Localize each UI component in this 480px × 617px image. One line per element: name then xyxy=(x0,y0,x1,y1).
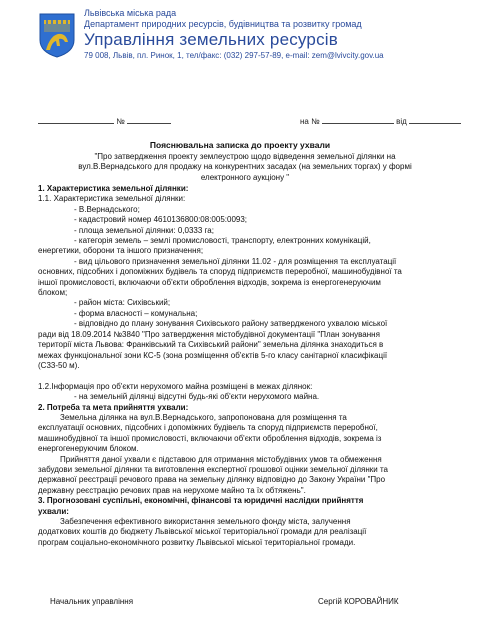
incoming-date-label: від xyxy=(396,117,407,126)
body-line: - на земельній ділянці відсутні будь-які об'єкти нерухомого майна. xyxy=(74,392,320,402)
body-line: Забезпечення ефективного використання земельного фонду міста, залучення xyxy=(60,517,351,526)
body-line: - район міста: Сихівський; xyxy=(74,298,171,308)
office-title: Управління земельних ресурсів xyxy=(84,30,338,49)
body-line: Прийняття даної ухвали є підставою для отримання містобудівних умов та обмеження xyxy=(60,454,382,464)
section-heading: 3. Прогнозовані суспільні, економічні, фінансові та юридичні наслідки прийняття xyxy=(38,496,364,506)
office-address: 79 008, Львів, пл. Ринок, 1, тел/факс: (032) 297-57-89, e-mail: zem@lvivcity.gov.ua xyxy=(84,51,384,60)
body-line: - відповідно до плану зонування Сихівського району затвердженого ухвалою міської xyxy=(74,319,388,329)
section-heading: 2. Потреба та мета прийняття ухвали: xyxy=(38,402,189,412)
body-line: (С33-50 м). xyxy=(38,360,80,370)
body-line: машинобудівної та іншої промисловості, включаючи об'єкти оброблення відходів, зокрема із xyxy=(38,433,382,443)
body-line: експлуатації основних, підсобних і допоміжних будівель та споруд підприємств переробної, xyxy=(38,423,378,433)
section-heading: ухвали: xyxy=(38,506,69,516)
body-line: державної реєстрації речового права на земельну ділянку відповідно до Закону України "Про xyxy=(38,475,386,485)
incoming-date-blank xyxy=(409,115,461,124)
letterhead-text xyxy=(84,8,464,61)
body-line: основних, підсобних і допоміжних будівель та споруд підприємств переробної, машинобудівної та xyxy=(38,267,402,277)
incoming-number-blank xyxy=(322,115,394,124)
incoming-ref xyxy=(300,115,461,126)
body-line: 1.1. Характеристика земельної ділянки: xyxy=(38,194,186,204)
subject-line: вул.В.Вернадського для продажу на конкурентних засадах (на земельних торгах) у формі xyxy=(78,162,412,172)
body-line: - площа земельної ділянки: 0,0333 га; xyxy=(74,225,214,235)
letterhead xyxy=(38,8,458,78)
department-name: Департамент природних ресурсів, будівництва та розвитку громад xyxy=(84,19,362,29)
body-line: іншої промисловості, включаючи об'єкти оброблення відходів, зокрема із енергогенеруючим xyxy=(38,277,381,287)
section-heading: 1. Характеристика земельної ділянки: xyxy=(38,184,189,193)
body-line: - категорія земель – землі промисловості, транспорту, електронних комунікацій, xyxy=(74,236,371,246)
body-line: енергетики, оборони та іншого призначення; xyxy=(38,246,204,256)
document-body xyxy=(38,184,452,548)
body-line: програм соціально-економічного розвитку Львівської міської територіальної громади. xyxy=(38,537,356,547)
body-line: блоком; xyxy=(38,288,68,298)
subject-line: електронного аукціону " xyxy=(200,172,290,182)
body-line: - форма власності – комунальна; xyxy=(74,308,198,318)
signatory-position: Начальник управління xyxy=(50,597,134,606)
body-line: державну реєстрацію речових прав на нерухоме майно та їх обтяжень". xyxy=(38,485,306,495)
council-name: Львівська міська рада xyxy=(84,8,177,18)
body-line: Земельна ділянка на вул.В.Вернадського, запропонована для розміщення та xyxy=(60,412,347,422)
number-blank xyxy=(127,115,171,124)
ref-no-label: № xyxy=(116,117,125,126)
body-line: енергогенеруючим блоком. xyxy=(38,444,139,454)
body-line: забудови земельної ділянки та виготовлення експертної грошової оцінки земельної ділянки та xyxy=(38,464,388,474)
body-line: - вид цільового призначення земельної ділянки 11.02 - для розміщення та експлуатації xyxy=(74,256,397,266)
body-line: - В.Вернадського; xyxy=(74,204,140,214)
date-blank xyxy=(38,115,114,124)
body-line xyxy=(38,371,452,381)
subject-line: "Про затвердження проекту землеустрою щодо відведення земельної ділянки на xyxy=(94,152,396,161)
body-line: додаткових коштів до бюджету Львівської міської територіальної громади для реалізації xyxy=(38,527,367,537)
signatory-name: Сергій КОРОВАЙНИК xyxy=(318,597,399,606)
body-line: межах функціональної зони КС-5 (зона розміщення об'єктів 5-го класу санітарної класифікації xyxy=(38,350,388,360)
body-line: - кадастровий номер 4610136800:08:005:0093; xyxy=(74,215,248,225)
outgoing-ref xyxy=(38,115,171,126)
lviv-coat-of-arms-icon xyxy=(38,12,76,58)
body-line: ради від 18.09.2014 №3840 "Про затвердження містобудівної документації "План зонування xyxy=(38,329,380,339)
document-title: Пояснювальна записка до проекту ухвали xyxy=(149,140,331,150)
resolution-subject xyxy=(38,152,452,183)
body-line: території міста Львова: Франківський та Сихівський райони" земельна ділянка знаходиться в xyxy=(38,340,384,350)
incoming-no-label: на № xyxy=(300,117,320,126)
body-line: 1.2.Інформація про об'єкти нерухомого майна розміщені в межах ділянок: xyxy=(38,381,313,391)
